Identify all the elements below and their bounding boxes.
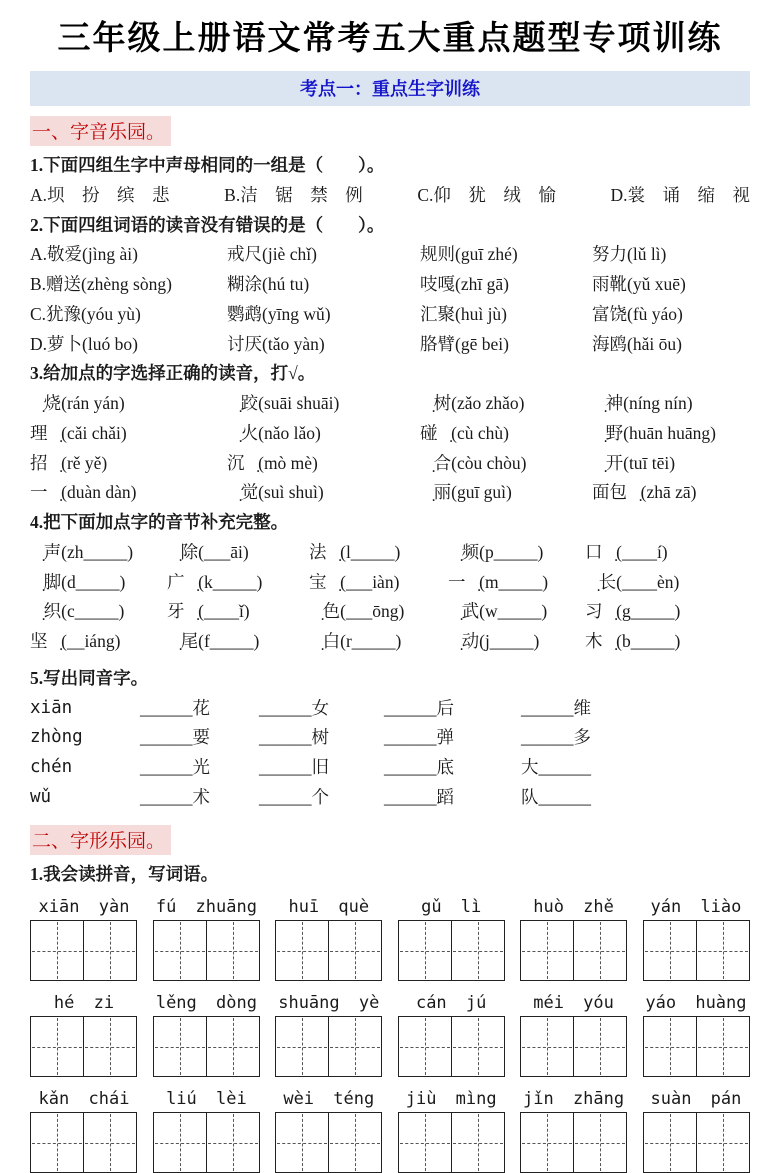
word-item: 规则(guī zhé) [420, 244, 518, 265]
tianzige-cell [451, 1017, 504, 1076]
word-item: 招惹̣(rě yě) [30, 452, 108, 473]
tianzige-cell [83, 921, 136, 980]
pinyin-word: méi yóu [533, 993, 614, 1014]
syllable-item: 促̣织(c_____) [30, 601, 125, 622]
tianzige-group [30, 920, 137, 981]
question-2-row-b [30, 273, 750, 296]
word-item: 吱嘎(zhī gā) [420, 274, 509, 294]
question-2-row-c [30, 303, 750, 326]
tianzige-cell [328, 1017, 381, 1076]
syllable-item: 拆̣除(___āi) [167, 541, 249, 562]
tianzige-cell [154, 921, 206, 980]
homophone-blank: ______后 [384, 697, 454, 718]
homophone-blank: ______底 [384, 757, 454, 777]
word-item: 讨厌(tǎo yàn) [227, 333, 325, 354]
homophone-blank: ______维 [521, 697, 591, 718]
homophone-blank: ______树 [259, 727, 329, 748]
pinyin-word: suàn pán [650, 1089, 742, 1110]
tianzige-group [153, 1016, 260, 1077]
pinyin-row-2 [30, 993, 750, 1013]
word-item: B.赠送(zhèng sòng) [30, 274, 172, 294]
word-item: 枣̣树(zǎo zhǎo) [420, 393, 525, 413]
word-item: 鹦鹉(yīng wǔ) [227, 303, 331, 324]
tianzige-group [153, 920, 260, 981]
tianzige-cell [696, 1113, 749, 1172]
question-5-row [30, 786, 750, 809]
tianzige-group [398, 920, 505, 981]
tianzige-cell [573, 921, 626, 980]
word-item: D.萝卜(luó bo) [30, 333, 138, 354]
tianzige-group [643, 920, 750, 981]
question-4-text: 4.把下面加点字的音节补充完整。 [30, 512, 289, 532]
pinyin-key: zhòng [30, 727, 83, 748]
tianzige-cell [696, 1017, 749, 1076]
word-item: 凑̣合(còu chòu) [420, 452, 527, 473]
tianzige-cell [451, 921, 504, 980]
word-item: 摔̣跤(suāi shuāi) [227, 393, 340, 413]
question-5-row [30, 726, 750, 749]
tianzige-cell [573, 1113, 626, 1172]
tianzige-group [520, 1112, 627, 1173]
tianzige-group [398, 1016, 505, 1077]
word-item: 凝̣神(níng nín) [592, 393, 693, 413]
tianzige-cell [644, 1017, 696, 1076]
pinyin-word: jǐn zhāng [523, 1089, 625, 1110]
question-5-text: 5.写出同音字。 [30, 667, 149, 688]
tianzige-cell [399, 1113, 451, 1172]
option-c: C.仰 犹 绒 愉 [417, 184, 556, 205]
pinyin-word: fú zhuāng [155, 897, 257, 918]
question-3-row [30, 392, 750, 415]
syllable-item: 凤̣尾(f_____) [167, 631, 260, 651]
tianzige-cell [276, 1017, 328, 1076]
pinyin-word: hé zi [53, 993, 115, 1014]
tianzige-cell [399, 1017, 451, 1076]
word-item: 理睬̣(cǎi chǎi) [30, 422, 127, 443]
tianzige-cell [276, 1113, 328, 1172]
question-3-row [30, 481, 750, 504]
tianzige-cell [31, 1017, 83, 1076]
option-d: D.裳 诵 缩 视 [610, 184, 750, 205]
pinyin-word: xiān yàn [38, 897, 130, 918]
tianzige-cell [328, 921, 381, 980]
word-item: 汇聚(huì jù) [420, 303, 508, 324]
pinyin-key: chén [30, 757, 73, 777]
pinyin-row-3 [30, 1089, 750, 1109]
tianzige-group [275, 920, 382, 981]
homophone-blank: ______花 [140, 697, 210, 718]
tianzige-group [643, 1112, 750, 1173]
word-item: 沉默̣(mò mè) [227, 452, 318, 473]
question-3-row [30, 452, 750, 475]
word-item: 燃̣烧(rán yán) [30, 393, 125, 413]
tianzige-cell [644, 1113, 696, 1172]
question-5-row [30, 756, 750, 779]
question-3-text: 3.给加点的字选择正确的读音，打√。 [30, 363, 316, 384]
tianzige-group [520, 920, 627, 981]
writing-grid-row-1 [30, 920, 750, 981]
question-3-row [30, 422, 750, 445]
tianzige-group [398, 1112, 505, 1173]
pinyin-word: liú lèi [166, 1089, 247, 1110]
tianzige-group [275, 1016, 382, 1077]
syllable-item: 激̣动(j_____) [448, 631, 540, 651]
exam-point-banner: 考点一：重点生字训练 [30, 71, 750, 106]
tianzige-cell [521, 1113, 573, 1172]
pinyin-row-1 [30, 897, 750, 917]
syllable-item: 习惯̣(g_____) [585, 601, 681, 622]
tianzige-cell [154, 1113, 206, 1172]
syllable-item: 乳̣白(r_____) [309, 631, 402, 651]
syllable-item: 镇̣长(____èn) [585, 571, 680, 592]
pinyin-key: xiān [30, 697, 73, 718]
tianzige-cell [573, 1017, 626, 1076]
homophone-blank: ______弹 [384, 727, 454, 748]
word-item: 荒̣野(huān huāng) [592, 422, 716, 443]
homophone-blank: ______要 [140, 727, 210, 748]
page-title: 三年级上册语文常考五大重点题型专项训练 [57, 21, 723, 57]
word-item: 糊涂(hú tu) [227, 274, 310, 294]
syllable-item: 一枚̣(m_____) [448, 571, 549, 592]
tianzige-group [275, 1112, 382, 1173]
word-item: A.敬爱(jìng ài) [30, 244, 138, 265]
homophone-blank: ______光 [140, 757, 210, 777]
tianzige-group [30, 1016, 137, 1077]
pinyin-word: huī què [288, 897, 370, 918]
question-2-text: 2.下面四组词语的读音没有错误的是（ ）。 [30, 214, 385, 235]
syllable-item: 木棒̣(b_____) [585, 631, 681, 651]
question-1-text: 1.下面四组生字中声母相同的一组是（ ）。 [30, 155, 385, 175]
tianzige-cell [206, 921, 259, 980]
tianzige-cell [206, 1113, 259, 1172]
word-item: 推̣开(tuī tēi) [592, 452, 676, 473]
homophone-blank: ______多 [521, 727, 591, 748]
homophone-blank: ______个 [259, 786, 329, 807]
syllable-item: 广阔̣(k_____) [167, 571, 263, 592]
word-item: 瑰̣丽(guī guì) [420, 482, 512, 503]
section2-heading: 二、字形乐园。 [30, 825, 171, 855]
syllable-item: 法律̣(l_____) [309, 541, 401, 562]
word-item: 戒尺(jiè chǐ) [227, 244, 317, 265]
homophone-blank: 队______ [521, 786, 591, 807]
pinyin-word: lěng dòng [155, 993, 257, 1014]
tianzige-cell [83, 1113, 136, 1172]
question-1-options [30, 184, 750, 207]
word-item: C.犹豫(yóu yù) [30, 303, 141, 324]
tianzige-group [30, 1112, 137, 1173]
syllable-item: 口笛̣(____í) [585, 541, 668, 562]
word-item: 睡̣觉(suì shuì) [227, 482, 324, 503]
homophone-blank: ______蹈 [384, 786, 454, 807]
tianzige-cell [83, 1017, 136, 1076]
writing-grid-row-2 [30, 1016, 750, 1077]
homophone-blank: ______女 [259, 697, 329, 718]
word-item: 碰触̣(cù chù) [420, 422, 509, 443]
word-item: 面包渣̣(zhā zā) [592, 482, 697, 503]
question-4-row [30, 630, 750, 653]
tianzige-cell [451, 1113, 504, 1172]
tianzige-cell [276, 921, 328, 980]
question-4-row [30, 541, 750, 564]
tianzige-cell [521, 1017, 573, 1076]
syllable-item: 牙齿̣(____ǐ) [167, 601, 250, 622]
word-item: 胳臂(gē bei) [420, 333, 509, 354]
tianzige-group [153, 1112, 260, 1173]
word-item: 一段̣(duàn dàn) [30, 482, 137, 503]
tianzige-cell [154, 1017, 206, 1076]
syllable-item: 威̣武(w_____) [448, 601, 548, 622]
homophone-blank: ______旧 [259, 757, 329, 777]
homophone-blank: 大______ [521, 757, 591, 777]
tianzige-cell [31, 1113, 83, 1172]
word-item: 富饶(fù yáo) [592, 303, 683, 324]
question-5-row [30, 697, 750, 720]
word-item: 努力(lǔ lì) [592, 244, 667, 265]
writing-grid-row-3 [30, 1112, 750, 1173]
tianzige-cell [399, 921, 451, 980]
tianzige-group [643, 1016, 750, 1077]
tianzige-group [520, 1016, 627, 1077]
pinyin-word: yáo huàng [645, 993, 747, 1014]
pinyin-word: gǔ lì [421, 897, 482, 918]
pinyin-word: kǎn chái [38, 1089, 130, 1110]
question-4-row [30, 571, 750, 594]
tianzige-cell [521, 921, 573, 980]
syllable-item: 掌̣声(zh_____) [30, 541, 134, 562]
pinyin-word: wèi téng [283, 1089, 375, 1110]
section2-subheading: 1.我会读拼音，写词语。 [30, 863, 219, 884]
pinyin-word: cán jú [415, 993, 487, 1014]
tianzige-cell [696, 921, 749, 980]
question-4-row [30, 600, 750, 623]
word-item: 恼̣火(nǎo lǎo) [227, 422, 321, 443]
tianzige-cell [328, 1113, 381, 1172]
syllable-item: 宝剑̣(___iàn) [309, 571, 400, 592]
tianzige-cell [206, 1017, 259, 1076]
pinyin-word: shuāng yè [278, 993, 380, 1014]
homophone-blank: ______术 [140, 786, 210, 807]
option-b: B.洁 锯 禁 例 [224, 184, 363, 205]
section1-heading: 一、字音乐园。 [30, 116, 171, 146]
option-a: A.坝 扮 缤 悲 [30, 184, 170, 205]
syllable-item: 棕̣色(___ōng) [309, 601, 405, 622]
syllable-item: 频̣频(p_____) [448, 541, 544, 562]
pinyin-word: jiù mìng [405, 1089, 497, 1110]
tianzige-cell [31, 921, 83, 980]
question-2-row-d [30, 333, 750, 356]
word-item: 海鸥(hǎi ōu) [592, 333, 682, 354]
syllable-item: 坚强̣(__iáng) [30, 631, 121, 651]
question-2-row-a [30, 243, 750, 266]
pinyin-key: wǔ [30, 786, 52, 807]
tianzige-cell [644, 921, 696, 980]
word-item: 雨靴(yǔ xuē) [592, 274, 686, 294]
pinyin-word: huò zhě [533, 897, 614, 918]
pinyin-word: yán liào [650, 897, 742, 918]
syllable-item: 跺̣脚(d_____) [30, 571, 126, 592]
